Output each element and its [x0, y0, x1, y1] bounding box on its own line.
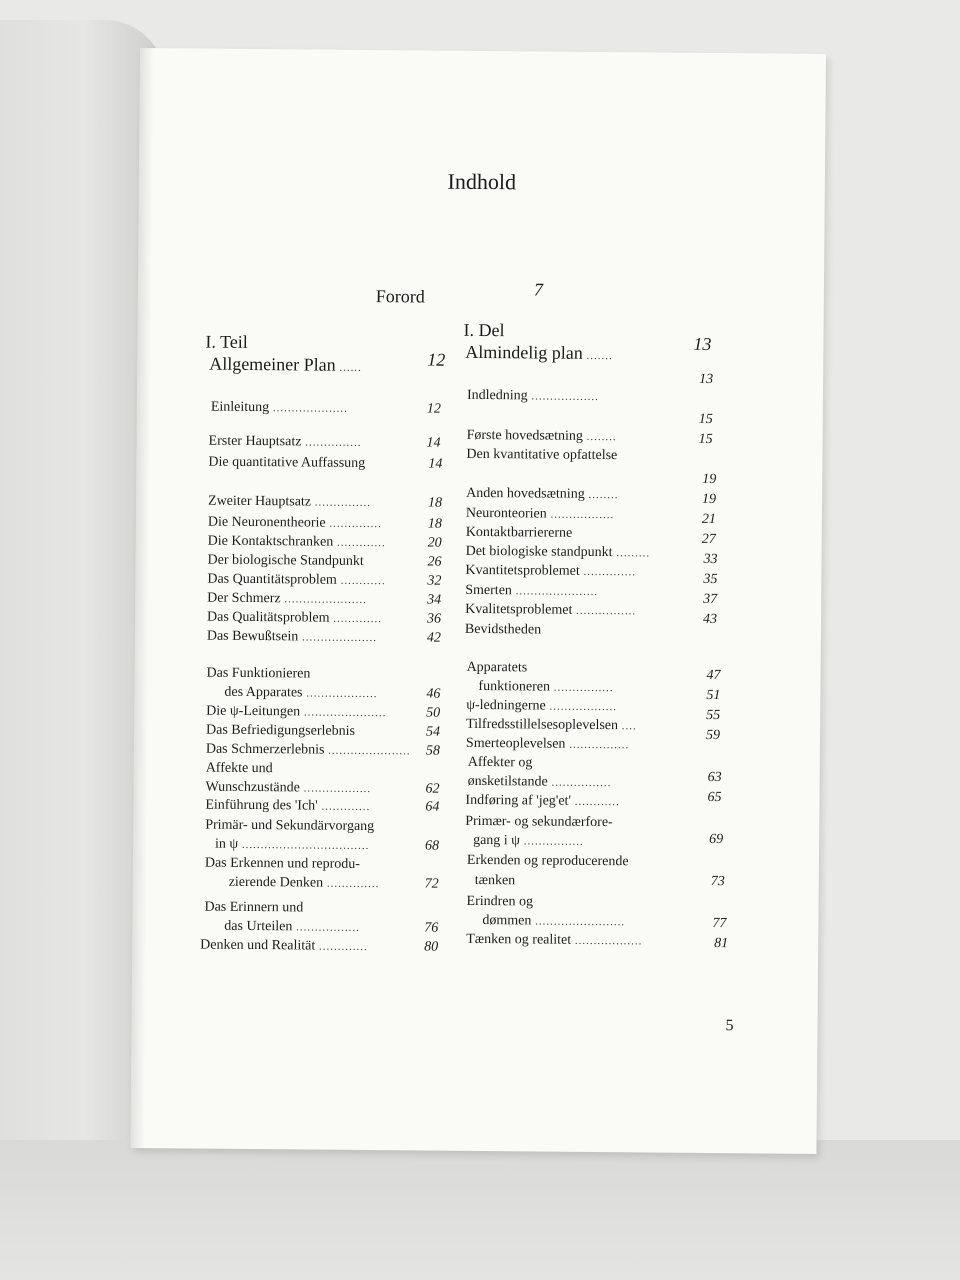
toc-entry-german [206, 667, 310, 682]
toc-entry-danish [467, 854, 629, 869]
toc-entry-danish [466, 895, 533, 910]
toc-label: zierende Denken [228, 874, 324, 891]
toc-dot-leader: .............. [323, 877, 380, 891]
toc-entry-german [207, 592, 367, 607]
toc-page-number: 13 [693, 333, 712, 354]
toc-page-number: 77 [712, 916, 727, 932]
toc-page-number: 47 [706, 667, 721, 684]
toc-label: Erindren og [466, 893, 534, 910]
toc-page-number: 20 [427, 535, 442, 551]
toc-entry-danish [466, 718, 637, 733]
toc-entry-german [206, 724, 355, 739]
toc-entry-german [200, 939, 368, 954]
toc-label: Das Bewußtsein [206, 628, 299, 645]
toc-label: Das Erkennen und reprodu- [204, 855, 361, 872]
toc-entry-danish [467, 661, 528, 676]
toc-dot-leader: .................... [269, 402, 348, 415]
toc-entry-german [229, 876, 380, 891]
toc-label: Das Befriedigungserlebnis [205, 722, 356, 739]
toc-entry-german [206, 743, 411, 759]
toc-page-number: 46 [426, 686, 441, 702]
toc-label: Den kvantitative opfattelse [466, 446, 618, 464]
toc-entry-danish [466, 545, 651, 561]
toc-entry-danish [466, 507, 614, 522]
toc-entry-danish [475, 874, 516, 888]
toc-page-number: 12 [426, 401, 441, 417]
toc-label: Wunschzustände [205, 779, 300, 796]
german-part-heading [205, 333, 248, 351]
toc-label: Affekter og [467, 754, 533, 771]
toc-entry-german [208, 516, 382, 532]
toc-entry-german [204, 901, 303, 916]
toc-page-number: 64 [425, 799, 440, 815]
toc-label: ψ-ledningerne [466, 697, 546, 714]
toc-page-number: 19 [702, 491, 717, 508]
toc-label: Die quantitative Auffassung [208, 454, 366, 471]
toc-dot-leader: ...................... [300, 706, 387, 720]
toc-dot-leader: ................ [549, 681, 614, 695]
danish-plan-heading [465, 343, 613, 362]
toc-page-number: 42 [426, 630, 441, 646]
toc-label: Erster Hauptsatz [208, 433, 302, 450]
toc-label: in ψ [214, 836, 239, 852]
danish-part-heading [463, 321, 504, 339]
toc-entry-danish [466, 699, 617, 714]
toc-dot-leader: ............... [311, 496, 372, 510]
toc-entry-danish [466, 737, 629, 752]
toc-page-number: 37 [703, 591, 718, 608]
toc-entry-german [207, 611, 382, 627]
toc-label: funktioneren [478, 678, 551, 695]
toc-dot-leader: ........................ [531, 915, 626, 929]
toc-entry-german [206, 762, 273, 777]
toc-dot-leader: ...................... [324, 744, 411, 758]
toc-label: Einführung des 'Ich' [205, 797, 318, 814]
toc-label: Apparatets [466, 659, 528, 676]
toc-dot-leader: ......... [612, 547, 651, 560]
toc-page-number: 15 [698, 431, 713, 448]
toc-entry-german [205, 799, 370, 814]
toc-label: Almindelig plan [465, 341, 583, 363]
toc-page-number: 59 [705, 727, 721, 744]
toc-label: Denken und Realität [200, 937, 316, 954]
toc-dot-leader: ............ [336, 574, 386, 588]
toc-label: I. Teil [205, 331, 248, 352]
toc-label: tænken [474, 872, 516, 889]
toc-dot-leader: .............. [325, 517, 382, 531]
toc-page-number: 54 [425, 724, 441, 740]
toc-page-number: 50 [426, 705, 441, 721]
toc-label: Smerten [465, 582, 512, 599]
toc-label: Das Erinnern und [204, 899, 304, 916]
toc-entry-german [209, 435, 362, 450]
toc-dot-leader: ................... [302, 687, 378, 701]
toc-dot-leader: ...................... [511, 585, 599, 599]
toc-label: dømmen [482, 913, 532, 929]
toc-label: Der biologische Standpunkt [207, 552, 364, 569]
toc-dot-leader: ................ [565, 738, 630, 752]
toc-entry-german [208, 495, 371, 510]
toc-page-number: 14 [426, 435, 441, 451]
toc-label: Das Qualitätsproblem [206, 609, 330, 626]
toc-entry-danish [465, 584, 598, 599]
toc-dot-leader: ....... [582, 349, 613, 363]
toc-page-number: 58 [425, 743, 440, 759]
toc-entry-german [205, 781, 371, 796]
toc-dot-leader: .................. [545, 700, 618, 714]
toc-page-number: 65 [707, 789, 722, 806]
toc-entry-danish [482, 914, 625, 929]
toc-page-number: 35 [703, 571, 718, 588]
toc-page-number: 55 [706, 707, 721, 724]
toc-label: ønsketilstande [467, 773, 548, 790]
page-title: Indhold [447, 168, 517, 195]
toc-dot-leader: ............ [570, 795, 620, 809]
foreword-label: Forord [375, 286, 425, 307]
book-page [130, 48, 826, 1154]
toc-dot-leader: .... [617, 720, 637, 733]
toc-entry-german [224, 686, 377, 701]
toc-entry-danish [466, 526, 573, 541]
toc-label: Bevidstheden [464, 621, 542, 638]
toc-entry-german [205, 857, 360, 872]
toc-label: Det biologiske standpunkt [465, 543, 613, 561]
toc-page-number: 12 [427, 349, 446, 370]
toc-dot-leader: ............... [301, 436, 362, 449]
toc-label: Kontaktbarriererne [465, 524, 573, 541]
toc-page-number: 27 [701, 531, 716, 548]
toc-entry-german [208, 456, 365, 471]
toc-page-number: 18 [427, 516, 442, 532]
toc-entry-danish [478, 680, 613, 695]
toc-label: Neuronteorien [465, 505, 547, 522]
toc-page-number: 62 [425, 781, 440, 797]
toc-dot-leader: ................ [519, 835, 584, 848]
toc-dot-leader: .................... [298, 631, 378, 645]
toc-label: Første hovedsætning [466, 427, 583, 444]
toc-entry-danish [465, 815, 613, 830]
toc-label: Tænken og realitet [466, 931, 572, 948]
toc-label: I. Del [463, 319, 505, 341]
toc-entry-danish [466, 448, 617, 463]
toc-page-number: 33 [703, 551, 718, 568]
toc-page-number: 18 [427, 495, 443, 511]
toc-page-number: 32 [427, 573, 442, 589]
toc-label: Kvantitetsproblemet [465, 562, 580, 579]
toc-page-number: 81 [714, 936, 729, 952]
toc-label: Der Schmerz [207, 590, 281, 607]
toc-entry-danish [468, 756, 533, 771]
toc-entry-danish [466, 933, 642, 949]
toc-label: Smerteoplevelsen [465, 735, 566, 752]
table-surface [0, 1140, 960, 1280]
toc-entry-danish [467, 429, 617, 444]
toc-page-number: 80 [424, 939, 439, 955]
toc-label: Das Quantitätsproblem [207, 571, 337, 588]
toc-label: das Urteilen [224, 918, 293, 935]
toc-label: Die ψ-Leitungen [206, 703, 301, 720]
toc-page-number: 21 [701, 511, 716, 528]
toc-label: Affekte und [205, 760, 273, 777]
toc-page-number: 43 [702, 611, 718, 628]
toc-dot-leader: ...................... [280, 593, 367, 607]
toc-label: Die Neuronentheorie [207, 514, 326, 531]
toc-dot-leader: ............. [317, 800, 371, 814]
toc-dot-leader: ........ [584, 488, 619, 502]
toc-page-number: 63 [707, 769, 722, 786]
toc-entry-danish [465, 794, 619, 809]
toc-label: Das Funktionieren [206, 665, 311, 682]
toc-dot-leader: .................. [299, 782, 372, 796]
toc-entry-german [224, 920, 360, 935]
toc-label: Indføring af 'jeg'et' [465, 792, 572, 809]
toc-entry-german [207, 630, 377, 645]
toc-entry-danish [465, 623, 541, 638]
toc-label: des Apparates [224, 684, 303, 701]
toc-label: Allgemeiner Plan [209, 353, 336, 375]
toc-page-number: 34 [427, 592, 442, 608]
toc-page-number: 26 [427, 554, 442, 570]
toc-label: Tilfredsstillelsesoplevelsen [466, 716, 619, 734]
toc-dot-leader: ............. [315, 940, 368, 954]
toc-entry-danish [467, 389, 599, 404]
toc-entry-german [207, 573, 385, 589]
toc-label: gang i ψ [473, 832, 521, 849]
toc-label: Erkenden og reproducerende [466, 852, 629, 870]
toc-entry-german [207, 554, 363, 569]
toc-label: Einleitung [210, 399, 270, 416]
toc-dot-leader: .................. [571, 934, 643, 948]
toc-label: Indledning [466, 387, 528, 404]
toc-entry-german [211, 401, 348, 416]
toc-page-number: 51 [706, 687, 721, 704]
toc-dot-leader: ................. [292, 921, 360, 934]
toc-dot-leader: ........ [582, 430, 617, 444]
toc-label: Kvalitetsproblemet [465, 601, 573, 618]
toc-page-number: 72 [424, 876, 439, 892]
toc-label: Primär- und Sekundärvorgang [205, 817, 375, 835]
toc-label: Das Schmerzerlebnis [205, 741, 325, 758]
toc-label: Zweiter Hauptsatz [207, 493, 312, 510]
toc-entry-german [215, 838, 370, 853]
toc-dot-leader: .............. [579, 565, 637, 579]
toc-page-number: 68 [424, 838, 440, 854]
toc-label: Die Kontaktschranken [207, 533, 334, 550]
toc-dot-leader: .................................. [238, 838, 370, 853]
toc-entry-danish [468, 775, 612, 790]
toc-dot-leader: ............. [333, 536, 386, 550]
toc-entry-danish [466, 487, 618, 502]
toc-label: Anden hovedsætning [466, 485, 585, 502]
toc-dot-leader: ............. [329, 612, 383, 626]
toc-label: Primær- og sekundærfore- [465, 813, 613, 831]
toc-dot-leader: ...... [335, 361, 362, 374]
toc-page-number: 36 [426, 611, 442, 627]
toc-entry-danish [465, 564, 636, 579]
toc-page-number: 69 [709, 831, 724, 848]
toc-page-number: 13 [699, 371, 714, 388]
toc-page-number: 15 [698, 411, 713, 428]
toc-entry-danish [465, 603, 636, 618]
toc-dot-leader: ................ [572, 604, 637, 618]
toc-entry-danish [473, 834, 584, 849]
german-plan-heading [209, 355, 362, 374]
foreword-page: 7 [533, 279, 543, 300]
toc-entry-german [208, 535, 386, 551]
toc-page-number: 76 [424, 920, 439, 936]
toc-page-number: 73 [710, 874, 725, 890]
toc-dot-leader: ................. [546, 508, 615, 522]
toc-dot-leader: ................ [547, 776, 612, 790]
toc-dot-leader: .................. [527, 390, 599, 404]
toc-entry-german [205, 819, 374, 834]
toc-page-number: 14 [428, 456, 443, 472]
page-number: 5 [725, 1017, 734, 1035]
toc-entry-german [206, 705, 386, 721]
toc-page-number: 19 [702, 471, 717, 488]
